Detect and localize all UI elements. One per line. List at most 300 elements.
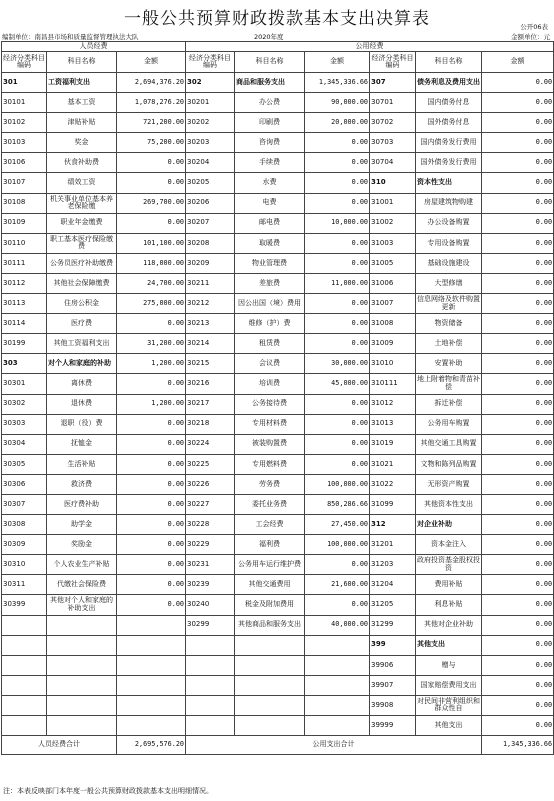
cell-code: 30112 [2, 273, 47, 293]
cell-name: 国内债务付息 [416, 93, 482, 113]
cell-amount: 0.00 [482, 314, 554, 334]
cell-amount: 0.00 [305, 314, 370, 334]
cell-amount: 275,000.00 [117, 294, 186, 314]
cell-name: 维修（护）费 [235, 314, 305, 334]
cell-code: 31001 [370, 193, 416, 213]
cell-name: 办公设备购置 [416, 213, 482, 233]
cell-name: 文物和陈列品购置 [416, 454, 482, 474]
cell-amount: 0.00 [117, 434, 186, 454]
cell-code: 30203 [186, 133, 235, 153]
table-row [2, 334, 554, 354]
cell-name: 伙食补助费 [47, 153, 117, 173]
cell-name: 其他工资福利支出 [47, 334, 117, 354]
cell-amount [117, 615, 186, 635]
cell-code: 30228 [186, 515, 235, 535]
cell-name: 邮电费 [235, 213, 305, 233]
cell-name: 利息补贴 [416, 595, 482, 615]
cell-code: 30114 [2, 314, 47, 334]
cell-amount: 0.00 [482, 213, 554, 233]
cell-code: 30304 [2, 434, 47, 454]
cell-amount: 21,600.00 [305, 575, 370, 595]
cell-amount [117, 695, 186, 715]
cell-name: 公务用车购置 [416, 414, 482, 434]
table-row [2, 414, 554, 434]
cell-name: 专用燃料费 [235, 454, 305, 474]
table-row [2, 233, 554, 253]
cell-code: 30216 [186, 374, 235, 394]
cell-code [2, 655, 47, 675]
cell-amount: 0.00 [117, 575, 186, 595]
cell-amount: 0.00 [305, 454, 370, 474]
cell-code: 30109 [2, 213, 47, 233]
cell-name: 公务用车运行维护费 [235, 555, 305, 575]
cell-amount: 0.00 [305, 233, 370, 253]
cell-name: 生活补贴 [47, 454, 117, 474]
cell-code [2, 716, 47, 736]
table-row [2, 434, 554, 454]
cell-code: 30101 [2, 93, 47, 113]
cell-code: 30209 [186, 253, 235, 273]
cell-name: 绩效工资 [47, 173, 117, 193]
cell-amount: 101,100.00 [117, 233, 186, 253]
cell-amount: 0.00 [305, 294, 370, 314]
cell-code: 30299 [186, 615, 235, 635]
cell-name: 公务员医疗补助缴费 [47, 253, 117, 273]
cell-amount: 0.00 [482, 494, 554, 514]
cell-amount: 0.00 [482, 515, 554, 535]
cell-name: 水费 [235, 173, 305, 193]
cell-name: 委托业务费 [235, 494, 305, 514]
cell-name: 物业管理费 [235, 253, 305, 273]
cell-name: 无形资产购置 [416, 474, 482, 494]
cell-name [47, 615, 117, 635]
table-row [2, 153, 554, 173]
cell-code: 30399 [2, 595, 47, 615]
cell-name: 其他交通费用 [235, 575, 305, 595]
cell-amount: 0.00 [482, 133, 554, 153]
cell-amount: 0.00 [482, 173, 554, 193]
cell-code: 31007 [370, 294, 416, 314]
cell-name: 劳务费 [235, 474, 305, 494]
cell-amount: 0.00 [482, 414, 554, 434]
cell-name: 代缴社会保险费 [47, 575, 117, 595]
cell-code: 30302 [2, 394, 47, 414]
cell-amount: 100,000.00 [305, 474, 370, 494]
expenditure-table [1, 41, 554, 755]
cell-amount: 0.00 [305, 153, 370, 173]
cell-name: 国外债务发行费用 [416, 153, 482, 173]
cell-amount [305, 716, 370, 736]
cell-name: 被装购置费 [235, 434, 305, 454]
table-row [2, 555, 554, 575]
cell-name [47, 635, 117, 655]
cell-amount: 0.00 [482, 454, 554, 474]
cell-name: 助学金 [47, 515, 117, 535]
cell-name [47, 695, 117, 715]
cell-code: 39908 [370, 695, 416, 715]
cell-amount: 118,000.00 [117, 253, 186, 273]
cell-amount: 24,700.00 [117, 273, 186, 293]
cell-amount: 27,450.00 [305, 515, 370, 535]
cell-code: 30201 [186, 93, 235, 113]
report-year: 2020年度 [254, 33, 284, 41]
table-row [2, 655, 554, 675]
cell-code: 31006 [370, 273, 416, 293]
cell-name [235, 716, 305, 736]
cell-name: 救济费 [47, 474, 117, 494]
cell-name: 医疗费 [47, 314, 117, 334]
cell-name: 其他对企业补助 [416, 615, 482, 635]
cell-code: 30106 [2, 153, 47, 173]
cell-name [47, 655, 117, 675]
cell-amount [117, 675, 186, 695]
cell-name [235, 675, 305, 695]
table-body [2, 73, 554, 736]
cell-code [2, 615, 47, 635]
cell-code: 30215 [186, 354, 235, 374]
cell-amount: 0.00 [482, 253, 554, 273]
cell-amount: 0.00 [482, 153, 554, 173]
cell-amount: 100,000.00 [305, 535, 370, 555]
cell-code: 30231 [186, 555, 235, 575]
cell-code: 30309 [2, 535, 47, 555]
cell-code [2, 695, 47, 715]
cell-name: 取暖费 [235, 233, 305, 253]
cell-amount: 75,200.00 [117, 133, 186, 153]
cell-amount: 0.00 [117, 454, 186, 474]
cell-code: 31012 [370, 394, 416, 414]
cell-name: 费用补贴 [416, 575, 482, 595]
table-row [2, 213, 554, 233]
cell-amount: 0.00 [482, 716, 554, 736]
cell-code: 30307 [2, 494, 47, 514]
cell-name: 奖金 [47, 133, 117, 153]
cell-code [186, 695, 235, 715]
cell-code: 39906 [370, 655, 416, 675]
cell-name: 奖励金 [47, 535, 117, 555]
cell-name: 培训费 [235, 374, 305, 394]
cell-amount: 1,200.00 [117, 354, 186, 374]
table-row [2, 394, 554, 414]
cell-name: 工会经费 [235, 515, 305, 535]
cell-amount: 0.00 [482, 535, 554, 555]
cell-amount: 0.00 [305, 253, 370, 273]
cell-amount: 0.00 [482, 615, 554, 635]
cell-amount: 0.00 [305, 394, 370, 414]
table-row [2, 374, 554, 394]
cell-amount [117, 716, 186, 736]
cell-amount [117, 655, 186, 675]
cell-name: 地上附着物和青苗补偿 [416, 374, 482, 394]
table-row [2, 675, 554, 695]
cell-name: 专用设备购置 [416, 233, 482, 253]
cell-amount: 0.00 [117, 515, 186, 535]
cell-name: 工资福利支出 [47, 73, 117, 93]
cell-code: 30702 [370, 113, 416, 133]
cell-code: 39999 [370, 716, 416, 736]
cell-code: 30311 [2, 575, 47, 595]
cell-amount: 0.00 [305, 334, 370, 354]
cell-code: 30301 [2, 374, 47, 394]
cell-code: 30103 [2, 133, 47, 153]
cell-name: 福利费 [235, 535, 305, 555]
cell-code: 30225 [186, 454, 235, 474]
cell-amount: 0.00 [305, 133, 370, 153]
cell-amount: 0.00 [482, 273, 554, 293]
cell-amount: 0.00 [117, 153, 186, 173]
cell-name: 办公费 [235, 93, 305, 113]
cell-code: 31299 [370, 615, 416, 635]
cell-code: 30202 [186, 113, 235, 133]
cell-amount [305, 675, 370, 695]
cell-amount: 0.00 [482, 73, 554, 93]
cell-code [186, 716, 235, 736]
cell-amount: 0.00 [117, 494, 186, 514]
cell-name: 公务接待费 [235, 394, 305, 414]
cell-amount: 0.00 [482, 695, 554, 715]
cell-amount: 0.00 [117, 414, 186, 434]
cell-code: 30306 [2, 474, 47, 494]
cell-name: 其他支出 [416, 716, 482, 736]
cell-amount: 0.00 [482, 113, 554, 133]
cell-name: 职工基本医疗保险缴费 [47, 233, 117, 253]
table-row [2, 535, 554, 555]
cell-name: 物资储备 [416, 314, 482, 334]
cell-amount: 31,200.00 [117, 334, 186, 354]
cell-amount: 2,694,376.20 [117, 73, 186, 93]
cell-code: 30227 [186, 494, 235, 514]
cell-name: 其他资本性支出 [416, 494, 482, 514]
report-title: 一般公共预算财政拨款基本支出决算表 [124, 9, 430, 29]
personnel-total-value: 2,695,576.20 [117, 736, 186, 755]
cell-name: 国内债务发行费用 [416, 133, 482, 153]
cell-name: 对个人和家庭的补助 [47, 354, 117, 374]
cell-name [235, 695, 305, 715]
cell-code: 399 [370, 635, 416, 655]
table-row [2, 354, 554, 374]
cell-code: 30239 [186, 575, 235, 595]
cell-code: 31009 [370, 334, 416, 354]
header-name: 科目名称 [235, 52, 305, 73]
cell-amount: 0.00 [117, 213, 186, 233]
cell-name: 住房公积金 [47, 294, 117, 314]
table-row [2, 595, 554, 615]
cell-amount: 0.00 [305, 595, 370, 615]
header-name: 科目名称 [416, 52, 482, 73]
cell-amount: 850,286.66 [305, 494, 370, 514]
cell-code: 30204 [186, 153, 235, 173]
cell-code: 30303 [2, 414, 47, 434]
cell-code: 301 [2, 73, 47, 93]
money-unit: 金额单位：元 [511, 33, 550, 41]
cell-amount: 0.00 [117, 595, 186, 615]
cell-amount: 0.00 [305, 414, 370, 434]
cell-amount: 0.00 [482, 575, 554, 595]
cell-code: 31003 [370, 233, 416, 253]
cell-amount: 1,345,336.66 [305, 73, 370, 93]
cell-code: 31019 [370, 434, 416, 454]
cell-code: 30224 [186, 434, 235, 454]
cell-name: 咨询费 [235, 133, 305, 153]
table-row [2, 73, 554, 93]
cell-name: 退休费 [47, 394, 117, 414]
cell-code: 31099 [370, 494, 416, 514]
personnel-total-label: 人员经费合计 [2, 736, 117, 755]
header-code: 经济分类科目编码 [370, 52, 416, 73]
table-row [2, 193, 554, 213]
cell-code: 30206 [186, 193, 235, 213]
cell-amount: 20,000.00 [305, 113, 370, 133]
cell-amount: 0.00 [482, 394, 554, 414]
cell-name: 退职（役）费 [47, 414, 117, 434]
cell-name: 国外债务付息 [416, 113, 482, 133]
footnote: 注：本表反映部门本年度一般公共预算财政拨款基本支出明细情况。 [3, 787, 213, 795]
table-row [2, 635, 554, 655]
cell-amount [305, 635, 370, 655]
cell-code: 30704 [370, 153, 416, 173]
cell-code: 31010 [370, 354, 416, 374]
cell-amount: 0.00 [117, 474, 186, 494]
cell-code: 30110 [2, 233, 47, 253]
table-row [2, 113, 554, 133]
table-code: 公开06表 [520, 23, 548, 31]
cell-amount: 0.00 [482, 294, 554, 314]
table-row [2, 314, 554, 334]
header-code: 经济分类科目编码 [2, 52, 47, 73]
cell-amount: 0.00 [117, 374, 186, 394]
cell-name: 安置补助 [416, 354, 482, 374]
cell-name: 大型修缮 [416, 273, 482, 293]
cell-code: 31022 [370, 474, 416, 494]
cell-code: 30111 [2, 253, 47, 273]
cell-amount: 269,700.00 [117, 193, 186, 213]
cell-amount: 1,078,276.20 [117, 93, 186, 113]
cell-code: 30207 [186, 213, 235, 233]
public-group-header: 公用经费 [186, 42, 554, 52]
cell-name: 商品和服务支出 [235, 73, 305, 93]
cell-amount: 0.00 [482, 374, 554, 394]
cell-name: 政府投资基金股权投资 [416, 555, 482, 575]
cell-name: 其他商品和服务支出 [235, 615, 305, 635]
cell-name: 房屋建筑物购建 [416, 193, 482, 213]
cell-amount: 90,000.00 [305, 93, 370, 113]
cell-code: 303 [2, 354, 47, 374]
cell-name: 职业年金缴费 [47, 213, 117, 233]
table-row [2, 515, 554, 535]
table-row [2, 695, 554, 715]
cell-code: 30218 [186, 414, 235, 434]
cell-name: 离休费 [47, 374, 117, 394]
cell-name: 个人农业生产补贴 [47, 555, 117, 575]
table-row [2, 494, 554, 514]
cell-code: 30308 [2, 515, 47, 535]
public-total-value: 1,345,336.66 [482, 736, 554, 755]
cell-code: 31205 [370, 595, 416, 615]
compiling-unit: 编制单位：南昌县市场和质量监督管理执法大队 [2, 33, 139, 41]
cell-amount: 0.00 [117, 555, 186, 575]
cell-code: 30199 [2, 334, 47, 354]
cell-code [186, 655, 235, 675]
cell-name: 其他社会保障缴费 [47, 273, 117, 293]
cell-code: 30108 [2, 193, 47, 213]
cell-amount [305, 655, 370, 675]
cell-name [47, 716, 117, 736]
cell-name: 赠与 [416, 655, 482, 675]
cell-code: 31021 [370, 454, 416, 474]
cell-name: 津贴补贴 [47, 113, 117, 133]
cell-name: 差旅费 [235, 273, 305, 293]
cell-name: 其他交通工具购置 [416, 434, 482, 454]
cell-amount: 721,200.00 [117, 113, 186, 133]
cell-code: 30701 [370, 93, 416, 113]
cell-amount: 0.00 [305, 434, 370, 454]
totals-row [2, 736, 554, 755]
cell-amount: 0.00 [482, 233, 554, 253]
cell-amount: 0.00 [117, 173, 186, 193]
cell-code [2, 675, 47, 695]
cell-amount: 0.00 [482, 334, 554, 354]
cell-amount: 0.00 [117, 535, 186, 555]
cell-amount: 0.00 [482, 595, 554, 615]
cell-code: 30305 [2, 454, 47, 474]
cell-amount: 0.00 [482, 675, 554, 695]
cell-amount [305, 695, 370, 715]
table-row [2, 173, 554, 193]
cell-code: 31008 [370, 314, 416, 334]
cell-name: 债务利息及费用支出 [416, 73, 482, 93]
cell-code: 30208 [186, 233, 235, 253]
header-amount: 金额 [305, 52, 370, 73]
cell-name: 手续费 [235, 153, 305, 173]
table-row [2, 454, 554, 474]
cell-code [186, 635, 235, 655]
cell-amount: 1,200.00 [117, 394, 186, 414]
cell-amount: 0.00 [482, 434, 554, 454]
cell-code: 31005 [370, 253, 416, 273]
cell-amount: 0.00 [305, 193, 370, 213]
cell-code: 312 [370, 515, 416, 535]
cell-amount: 0.00 [117, 314, 186, 334]
cell-amount: 0.00 [482, 474, 554, 494]
cell-code: 30212 [186, 294, 235, 314]
cell-code: 30213 [186, 314, 235, 334]
cell-amount: 10,000.00 [305, 213, 370, 233]
cell-name: 因公出国（境）费用 [235, 294, 305, 314]
cell-code [186, 675, 235, 695]
cell-code: 30102 [2, 113, 47, 133]
cell-name: 拆迁补偿 [416, 394, 482, 414]
table-row [2, 93, 554, 113]
cell-code [2, 635, 47, 655]
header-code: 经济分类科目编码 [186, 52, 235, 73]
cell-code: 30703 [370, 133, 416, 153]
cell-code: 30217 [186, 394, 235, 414]
cell-name: 税金及附加费用 [235, 595, 305, 615]
cell-code: 310 [370, 173, 416, 193]
cell-code: 30310 [2, 555, 47, 575]
table-row [2, 253, 554, 273]
cell-amount: 11,000.00 [305, 273, 370, 293]
cell-name: 资本金注入 [416, 535, 482, 555]
cell-name [235, 635, 305, 655]
cell-code: 31201 [370, 535, 416, 555]
cell-name: 基础设施建设 [416, 253, 482, 273]
table-row [2, 474, 554, 494]
table-row [2, 294, 554, 314]
cell-name: 信息网络及软件购置更新 [416, 294, 482, 314]
personnel-group-header: 人员经费 [2, 42, 186, 52]
cell-name: 资本性支出 [416, 173, 482, 193]
